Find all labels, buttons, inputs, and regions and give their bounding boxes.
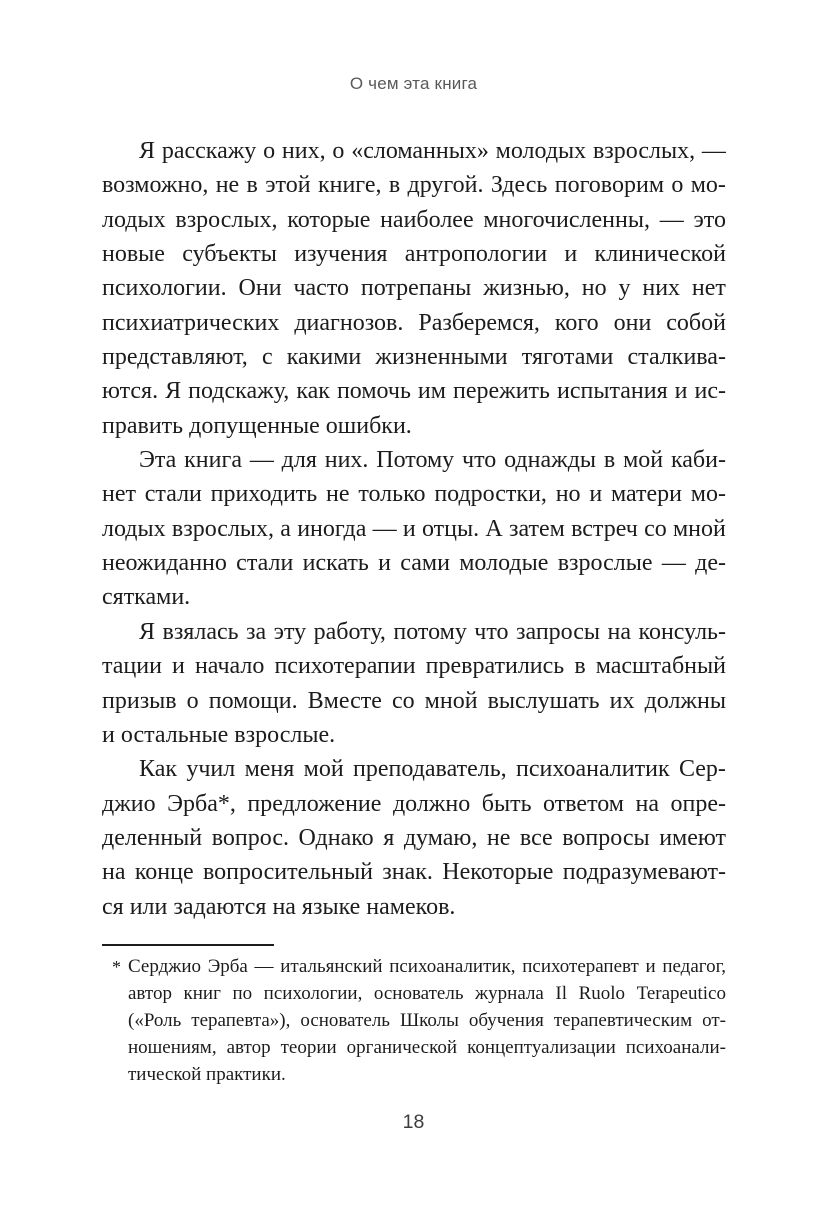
text-line: новые субъекты изучения антропологии и клинической: [102, 241, 726, 268]
page-number: 18: [402, 1111, 425, 1133]
text-line: нет стали приходить не только подростки, но и матери мо-: [102, 481, 726, 508]
text-line: Эта книга — для них. Потому что однажды в мой каби-: [139, 447, 726, 474]
running-header: О чем эта книга: [349, 74, 478, 93]
text-line: лодых взрослых, а иногда — и отцы. А затем встреч со мной: [102, 515, 726, 542]
text-line: Серджио Эрба — итальянский психоаналитик, психотерапевт и педагог,: [128, 956, 726, 977]
text-line: Как учил меня мой преподаватель, психоаналитик Сер-: [139, 756, 726, 783]
text-line: неожиданно стали искать и сами молодые взрослые — де-: [102, 550, 726, 577]
footnote-separator-rule: [102, 944, 274, 946]
text-line: ются. Я подскажу, как помочь им пережить испытания и ис-: [102, 378, 726, 405]
text-line: и остальные взрослые.: [102, 721, 336, 748]
paragraph: [102, 752, 726, 924]
text-line: психологии. Они часто потрепаны жизнью, но у них нет: [102, 275, 726, 302]
text-line: сятками.: [102, 584, 191, 611]
text-line: возможно, не в этой книге, в другой. Здесь поговорим о мо-: [102, 172, 726, 199]
text-line: Я расскажу о них, о «сломанных» молодых взрослых, —: [139, 138, 726, 164]
text-line: на конце вопросительный знак. Некоторые подразумевают-: [102, 859, 726, 886]
text-line: тической практики.: [128, 1064, 286, 1085]
text-line: лодых взрослых, которые наиболее многочисленны, — это: [102, 206, 726, 233]
text-line: тации и начало психотерапии превратились в масштабный: [102, 653, 726, 680]
text-line: представляют, с какими жизненными тяготами сталкива-: [102, 344, 726, 371]
footnote-marker: *: [112, 957, 121, 977]
paragraph: [102, 443, 726, 615]
text-line: автор книг по психологии, основатель журнала Il Ruolo Terapeutico: [128, 983, 726, 1004]
text-line: призыв о помощи. Вместе со мной выслушать их должны: [102, 687, 726, 714]
footnote-text: [128, 953, 726, 1088]
text-line: деленный вопрос. Однако я думаю, не все вопросы имеют: [102, 824, 726, 851]
text-line: править допущенные ошибки.: [102, 412, 412, 439]
text-line: Я взялась за эту работу, потому что запросы на консуль-: [139, 618, 726, 645]
paragraph: [102, 134, 726, 443]
text-line: («Роль терапевта»), основатель Школы обучения терапевтическим от-: [128, 1010, 726, 1031]
text-line: ношениям, автор теории органической концептуализации психоанали-: [128, 1037, 726, 1058]
text-line: ся или задаются на языке намеков.: [102, 893, 456, 920]
footnote: [102, 953, 726, 1088]
paragraph: [102, 615, 726, 752]
text-line: джио Эрба*, предложение должно быть ответом на опре-: [102, 790, 726, 817]
text-line: психиатрических диагнозов. Разберемся, кого они собой: [102, 309, 726, 336]
body-text: [102, 134, 726, 924]
